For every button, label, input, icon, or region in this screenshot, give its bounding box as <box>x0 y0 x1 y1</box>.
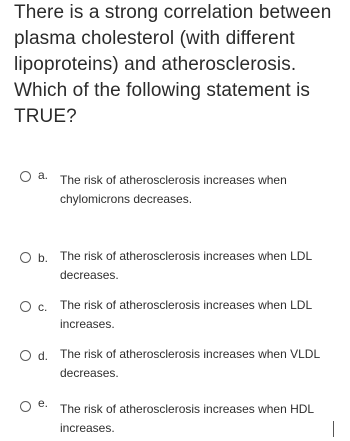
option-letter-c: c. <box>38 300 48 314</box>
radio-button-a[interactable] <box>20 171 31 182</box>
option-a[interactable] <box>20 170 340 209</box>
radio-button-e[interactable] <box>20 401 31 412</box>
option-letter-a: a. <box>38 168 49 182</box>
option-letter-d: d. <box>38 349 49 363</box>
option-text-d: The risk of atherosclerosis increases when VLDL decreases. <box>60 347 320 380</box>
option-letter-e: e. <box>38 396 49 410</box>
radio-button-c[interactable] <box>20 301 31 312</box>
option-b[interactable] <box>20 249 340 285</box>
option-letter-b: b. <box>38 251 49 265</box>
option-text-a: The risk of atherosclerosis increases when chylomicrons decreases. <box>60 173 287 206</box>
radio-button-d[interactable] <box>20 350 31 361</box>
option-text-b: The risk of atherosclerosis increases when LDL decreases. <box>60 249 312 282</box>
option-c[interactable] <box>20 298 340 334</box>
question-text: There is a strong correlation between plasma cholesterol (with different lipoproteins) and atherosclerosis. Which of the following statement is TRUE? <box>14 2 332 127</box>
option-text-c: The risk of atherosclerosis increases when LDL increases. <box>60 298 312 331</box>
option-d[interactable] <box>20 347 340 383</box>
option-text-e: The risk of atherosclerosis increases when HDL increases. <box>60 402 314 435</box>
radio-button-b[interactable] <box>20 252 31 263</box>
option-e[interactable] <box>20 398 340 438</box>
text-cursor <box>333 421 335 437</box>
